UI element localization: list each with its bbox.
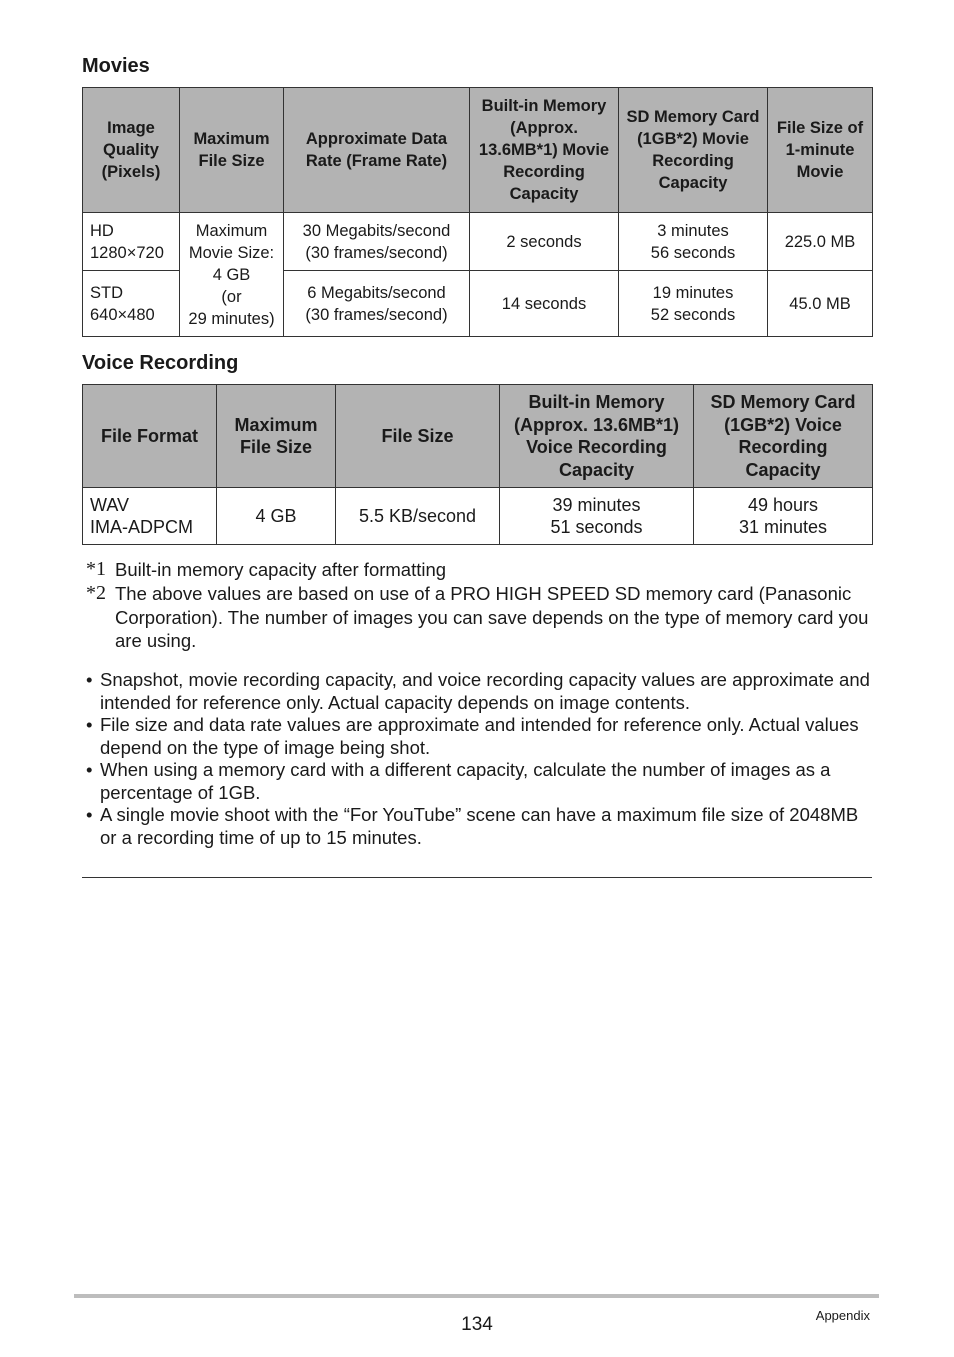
movies-title: Movies: [82, 55, 150, 77]
footnote-1: [86, 558, 876, 582]
header-sd-capacity: SD Memory Card (1GB*2) Movie Recording Capacity: [619, 88, 768, 213]
header-maximum-file-size: Maximum File Size: [217, 385, 336, 488]
header-image-quality: Image Quality (Pixels): [83, 88, 180, 213]
voice-recording-title: Voice Recording: [82, 352, 239, 374]
cell-quality: STD 640×480: [83, 271, 180, 337]
table-row: [83, 213, 873, 271]
section-divider: [82, 877, 872, 878]
cell-size: 225.0 MB: [768, 213, 873, 271]
cell-size: 5.5 KB/second: [336, 488, 500, 545]
footnote-mark: *1: [86, 558, 106, 580]
cell-builtin: 2 seconds: [470, 213, 619, 271]
cell-format: WAV IMA-ADPCM: [83, 488, 217, 545]
cell-sd: 49 hours 31 minutes: [694, 488, 873, 545]
cell-max-file-size: Maximum Movie Size: 4 GB (or 29 minutes): [180, 213, 284, 337]
notes-list: [82, 669, 872, 849]
cell-max: 4 GB: [217, 488, 336, 545]
header-sd-capacity: SD Memory Card (1GB*2) Voice Recording Capacity: [694, 385, 873, 488]
page-number: 134: [461, 1314, 493, 1335]
list-item: • A single movie shoot with the “For YouTube” scene can have a maximum file size of 2048MB or a recording time of up to 15 minutes.: [86, 804, 859, 848]
movies-table: [82, 87, 873, 337]
list-item: • Snapshot, movie recording capacity, and voice recording capacity values are approximate and intended for reference only. Actual capacity depends on image contents.: [86, 669, 870, 713]
footnote-mark: *2: [86, 582, 106, 604]
header-maximum-file-size: Maximum File Size: [180, 88, 284, 213]
header-builtin-capacity: Built-in Memory (Approx. 13.6MB*1) Movie Recording Capacity: [470, 88, 619, 213]
footer-divider: [74, 1294, 879, 1298]
header-builtin-capacity: Built-in Memory (Approx. 13.6MB*1) Voice Recording Capacity: [500, 385, 694, 488]
header-data-rate: Approximate Data Rate (Frame Rate): [284, 88, 470, 213]
footnote-2: [86, 582, 872, 653]
cell-quality: HD 1280×720: [83, 213, 180, 271]
table-row: [83, 488, 873, 545]
section-label: Appendix: [815, 1308, 870, 1323]
cell-rate: 6 Megabits/second (30 frames/second): [284, 271, 470, 337]
header-file-size-per-minute: File Size of 1-minute Movie: [768, 88, 873, 213]
cell-sd: 19 minutes 52 seconds: [619, 271, 768, 337]
voice-table: [82, 384, 873, 545]
list-item: • File size and data rate values are approximate and intended for reference only. Actual values depend on the type of image being shot.: [86, 714, 859, 758]
list-item: • When using a memory card with a different capacity, calculate the number of images as a percentage of 1GB.: [86, 759, 831, 803]
cell-sd: 3 minutes 56 seconds: [619, 213, 768, 271]
header-file-size: File Size: [336, 385, 500, 488]
footnote-text: Built-in memory capacity after formatting: [115, 559, 447, 580]
cell-rate: 30 Megabits/second (30 frames/second): [284, 213, 470, 271]
cell-size: 45.0 MB: [768, 271, 873, 337]
cell-builtin: 39 minutes 51 seconds: [500, 488, 694, 545]
cell-builtin: 14 seconds: [470, 271, 619, 337]
header-file-format: File Format: [83, 385, 217, 488]
footnote-text: The above values are based on use of a PRO HIGH SPEED SD memory card (Panasonic Corporation). The number of images you can save depends on the type of memory card you are using.: [115, 583, 869, 651]
